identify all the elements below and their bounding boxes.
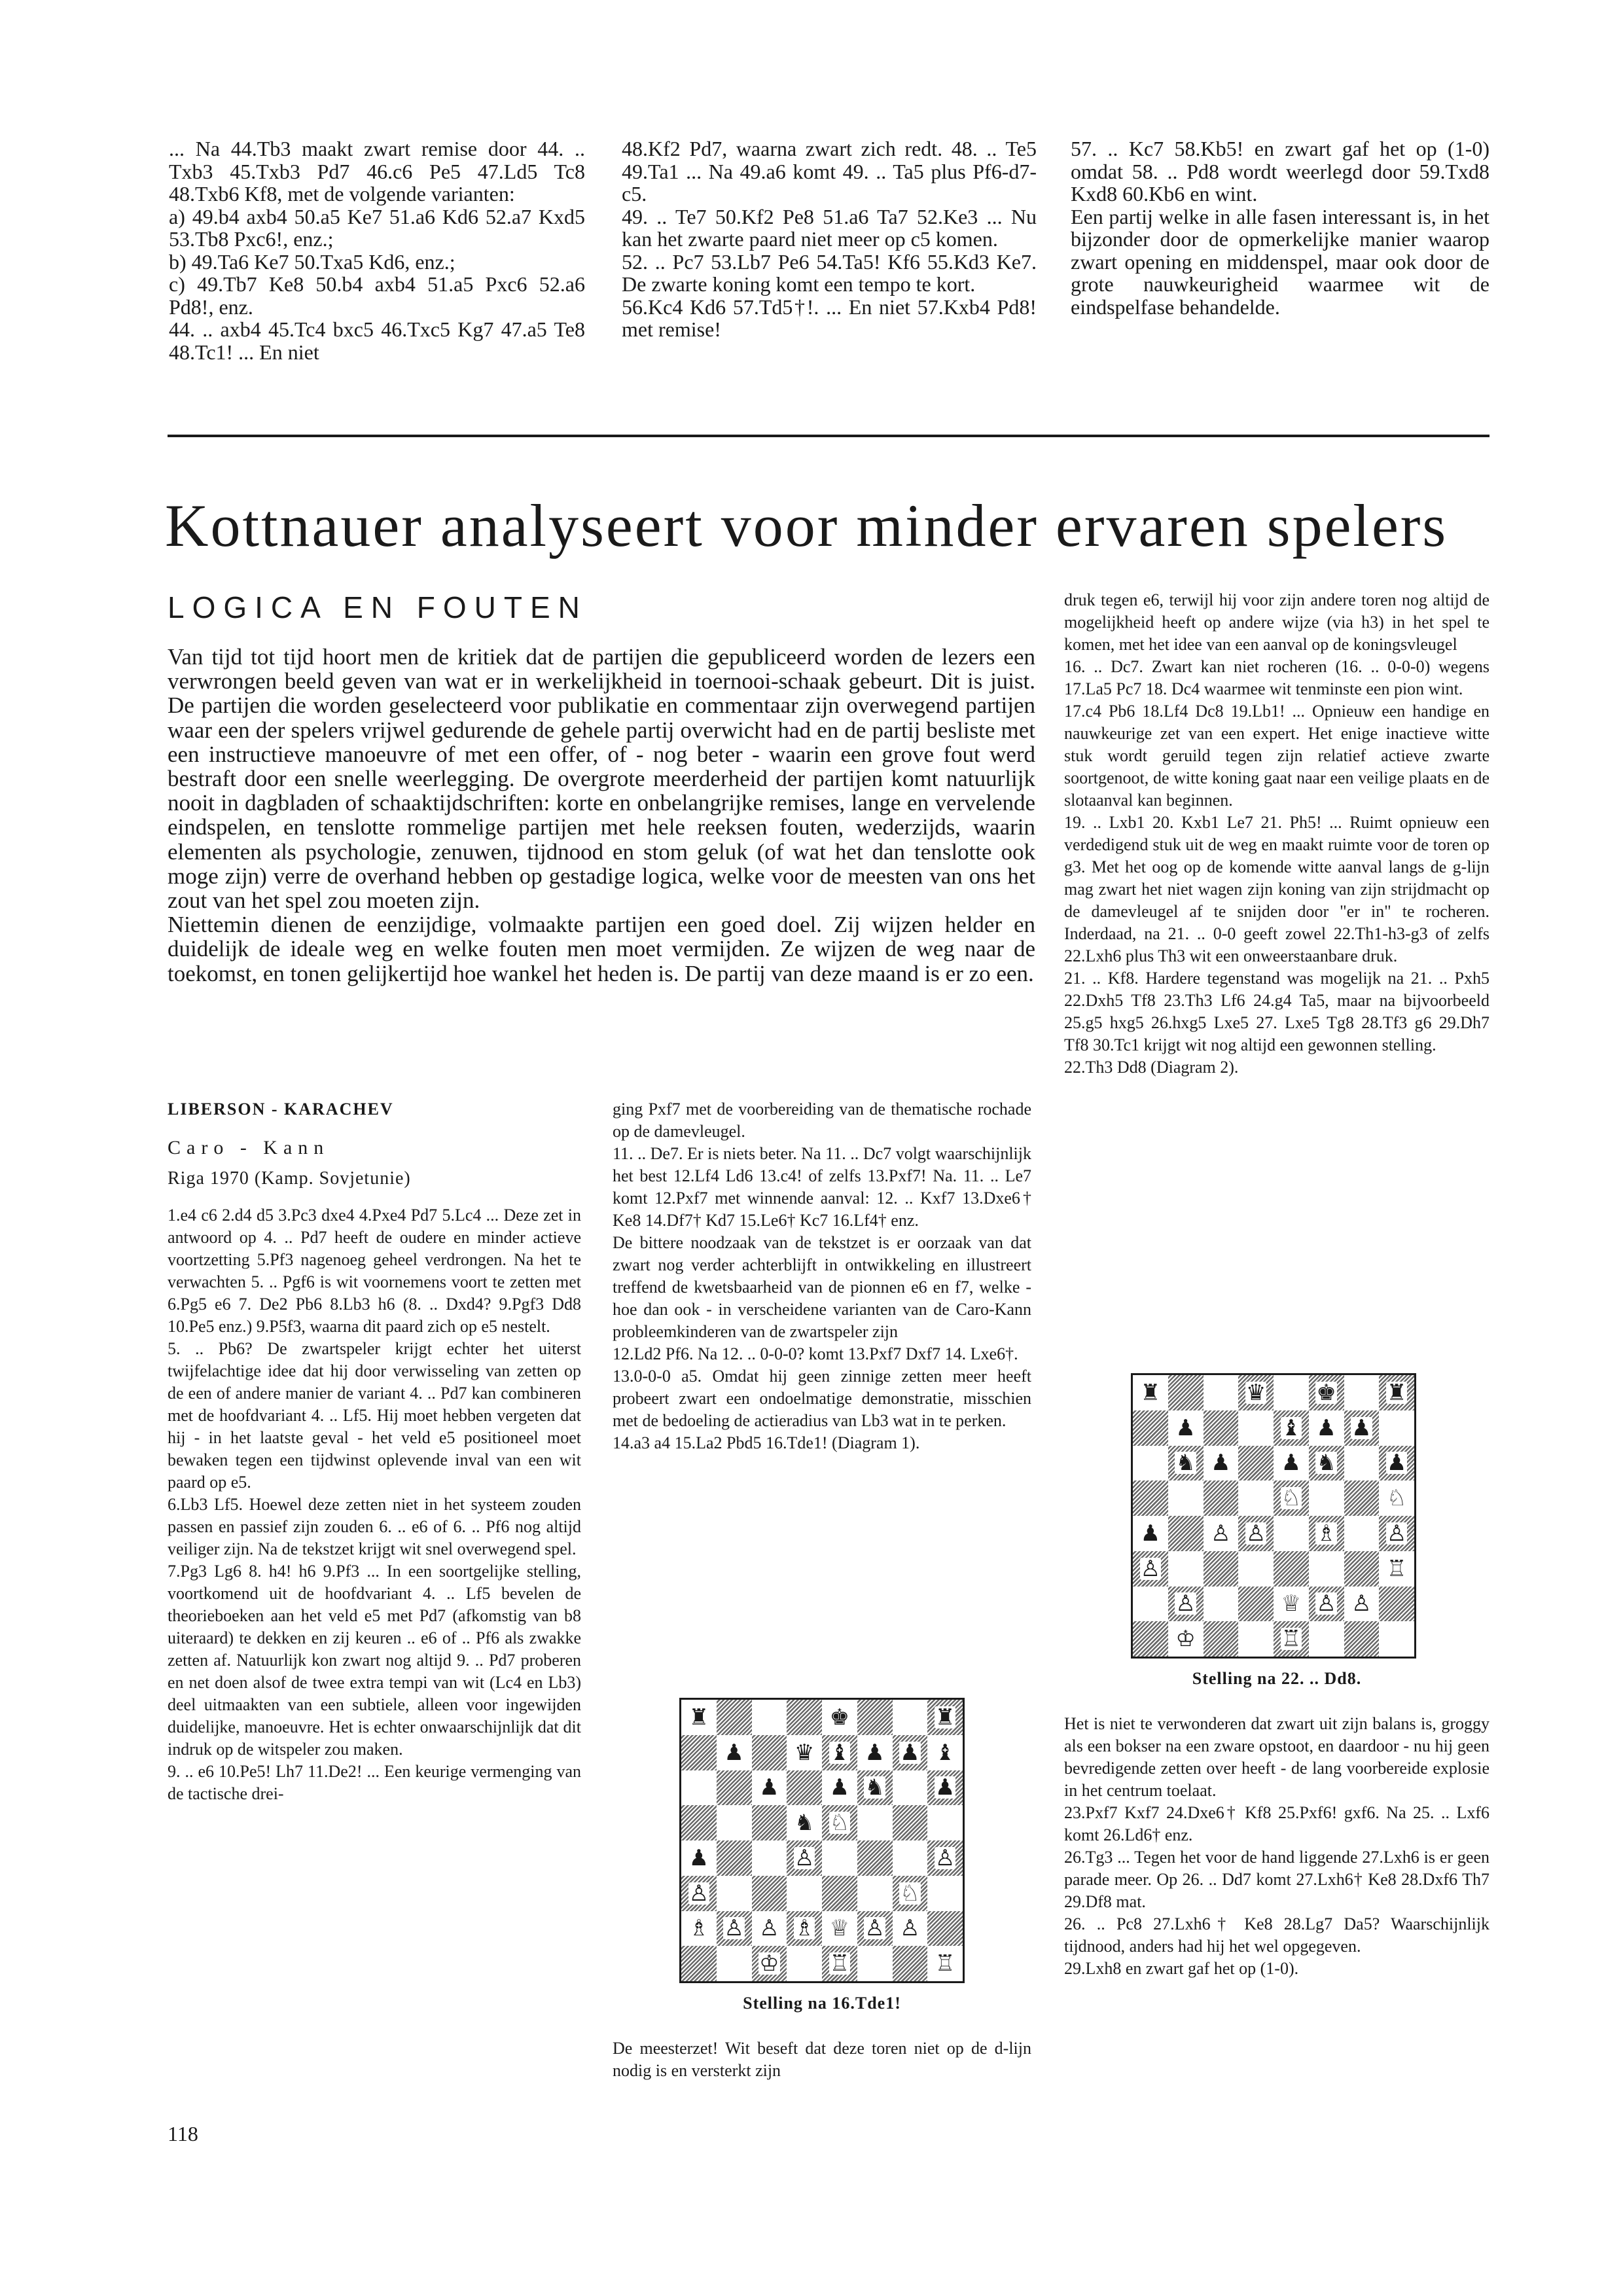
- chess-piece: ♛: [794, 1739, 815, 1766]
- top-column-2: [622, 137, 1037, 341]
- board-square: [927, 1911, 963, 1946]
- board-square: [893, 1735, 928, 1770]
- board-square: [857, 1911, 893, 1946]
- board-square: [681, 1700, 717, 1735]
- paragraph: ging Pxf7 met de voorbereiding van de thematische rochade op de damevleugel.: [613, 1100, 1031, 1141]
- board-square: [1238, 1446, 1274, 1481]
- board-square: [717, 1700, 752, 1735]
- game-opening: Caro - Kann: [168, 1137, 330, 1158]
- board-square: [787, 1911, 822, 1946]
- board-square: [681, 1805, 717, 1840]
- board-square: [1168, 1587, 1204, 1622]
- board-square: [787, 1876, 822, 1911]
- board-square: [1309, 1587, 1344, 1622]
- paragraph: b) 49.Ta6 Ke7 50.Txa5 Kd6, enz.;: [169, 249, 455, 274]
- board-square: [1168, 1551, 1204, 1587]
- chess-piece: ♙: [688, 1880, 709, 1907]
- paragraph: Niettemin dienen de eenzijdige, volmaakte partijen een goed doel. Zij wijzen helder en duidelijk de ideale weg en welke fouten men moet vermijden. Ze wijzen de weg naar de toekomst, en tonen gelijkertijd hoe wankel het heden is. De partij van deze maand is er zo een.: [168, 912, 1035, 986]
- chess-piece: ♖: [1281, 1626, 1302, 1653]
- paragraph: 23.Pxf7 Kxf7 24.Dxe6† Kf8 25.Pxf6! gxf6. Na 25. .. Lxf6 komt 26.Ld6† enz.: [1064, 1803, 1489, 1844]
- board-square: [787, 1735, 822, 1770]
- board-square: [681, 1840, 717, 1876]
- board-square: [1309, 1621, 1344, 1657]
- board-square: [1133, 1410, 1168, 1446]
- chess-piece: ♝: [829, 1739, 850, 1766]
- chess-piece: ♜: [1386, 1379, 1407, 1406]
- chess-piece: ♙: [935, 1844, 955, 1871]
- chess-piece: ♔: [759, 1950, 779, 1977]
- board-square: [1168, 1516, 1204, 1551]
- board-square: [1309, 1446, 1344, 1481]
- chess-piece: ♘: [900, 1880, 920, 1907]
- paragraph: 52. .. Pc7 53.Lb7 Pe6 54.Ta5! Kf6 55.Kd3 Ke7. De zwarte koning komt een tempo te kort.: [622, 249, 1037, 296]
- board-square: [717, 1876, 752, 1911]
- chess-piece: ♜: [935, 1704, 955, 1731]
- board-square: [1238, 1551, 1274, 1587]
- board-square: [893, 1805, 928, 1840]
- board-square: [927, 1876, 963, 1911]
- paragraph: 13.0-0-0 a5. Omdat hij geen zinnige zetten meer heeft probeert zwart een ondoelmatige demonstratie, misschien met de bedoeling de actieradius van Lb3 wat in te perken.: [613, 1367, 1031, 1430]
- game-event: Riga 1970 (Kamp. Sovjetunie): [168, 1168, 411, 1189]
- paragraph: 21. .. Kf8. Hardere tegenstand was mogelijk na 21. .. Pxh5 22.Dxh5 Tf8 23.Th3 Lf6 24.g4 Ta5, maar na bijvoorbeeld 25.g5 hxg5 26.hxg5 Lxe5 27. Lxe5 Tg8 28.Tf3 g6 29.Dh7 Tf8 30.Tc1 krijgt wit nog altijd een gewonnen stelling.: [1064, 969, 1489, 1054]
- paragraph: 7.Pg3 Lg6 8. h4! h6 9.Pf3 ... In een soortgelijke stelling, voortkomend uit de hoofdvariant 4. .. Lf5 bevelen de theorieboeken aan het veld e5 met Pd7 (afkomstig van b8 uiteraard) te dekken en zij keuren .. e6 of .. Pf6 als zwakke zetten af. Natuurlijk kon zwart nog altijd 9. .. Pd7 proberen en net doen alsof de twee extra tempi van wit (Lc4 en Lb3) deel uitmaakten van een subtiele, alleen voor ingewijden duidelijke, manoeuvre. Het is echter onwaarschijnlijk dat dit indruk op de witspeler zou maken.: [168, 1562, 581, 1759]
- board-square: [1344, 1375, 1380, 1410]
- board-square: [1238, 1375, 1274, 1410]
- chess-piece: ♙: [1351, 1590, 1372, 1617]
- board-square: [893, 1840, 928, 1876]
- chess-piece: ♖: [935, 1950, 955, 1977]
- intro-text: [168, 645, 1035, 986]
- board-square: [752, 1876, 787, 1911]
- board-square: [787, 1840, 822, 1876]
- diagram-2-caption: Stelling na 22. .. Dd8.: [1192, 1669, 1362, 1688]
- board-square: [1274, 1551, 1309, 1587]
- chess-diagram-1: [679, 1698, 965, 1983]
- page-number: 118: [168, 2122, 198, 2145]
- board-square: [1238, 1516, 1274, 1551]
- column-b-after: [613, 2037, 1031, 2082]
- paragraph: 26.Tg3 ... Tegen het voor de hand liggende 27.Lxh6 is er geen parade meer. Op 26. .. Dd7 komt 27.Lxh6† Ke8 28.Dxf6 Th7 29.Df8 mat.: [1064, 1848, 1489, 1911]
- board-square: [822, 1911, 857, 1946]
- paragraph: 6.Lb3 Lf5. Hoewel deze zetten niet in het systeem zouden passen en passief zijn zouden 6. .. e6 of 6. .. Pf6 nog altijd veiliger zijn. Na de tekstzet krijgt wit snel overwegend spel.: [168, 1495, 581, 1558]
- board-square: [822, 1735, 857, 1770]
- chess-diagram-2: [1131, 1373, 1416, 1659]
- chess-piece: ♖: [829, 1950, 850, 1977]
- board-square: [681, 1946, 717, 1981]
- chess-piece: ♜: [1140, 1379, 1161, 1406]
- paragraph: 14.a3 a4 15.La2 Pbd5 16.Tde1! (Diagram 1).: [613, 1433, 920, 1452]
- board-square: [1204, 1516, 1239, 1551]
- column-b: [613, 1098, 1031, 1454]
- board-square: [822, 1770, 857, 1806]
- board-square: [787, 1700, 822, 1735]
- paragraph: 56.Kc4 Kd6 57.Td5†!. ... En niet 57.Kxb4 Pd8! met remise!: [622, 295, 1037, 341]
- chess-piece: ♕: [1281, 1590, 1302, 1617]
- chess-piece: ♞: [1175, 1450, 1196, 1477]
- chess-piece: ♙: [759, 1915, 779, 1942]
- board-square: [1238, 1621, 1274, 1657]
- chess-piece: ♗: [688, 1915, 709, 1942]
- board-square: [1344, 1410, 1380, 1446]
- paragraph: 22.Th3 Dd8 (Diagram 2).: [1064, 1058, 1239, 1077]
- board-square: [1204, 1480, 1239, 1516]
- board-square: [1204, 1410, 1239, 1446]
- board-square: [1309, 1516, 1344, 1551]
- board-square: [1238, 1480, 1274, 1516]
- board-square: [752, 1911, 787, 1946]
- paragraph: 44. .. axb4 45.Tc4 bxc5 46.Txc5 Kg7 47.a5 Te8 48.Tc1! ... En niet: [169, 317, 585, 364]
- paragraph: De bittere noodzaak van de tekstzet is er oorzaak van dat zwart nog verder achterblijft in ontwikkeling en illustreert treffend de kwetsbaarheid van de pionnen e6 en f7, welke - hoe dan ook - in verscheidene varianten van de Caro-Kann probleemkinderen van de zwartspeler zijn: [613, 1233, 1031, 1341]
- board-square: [1238, 1587, 1274, 1622]
- board-square: [927, 1770, 963, 1806]
- chess-piece: ♞: [1316, 1450, 1336, 1477]
- chess-piece: ♟: [935, 1774, 955, 1801]
- paragraph: 5. .. Pb6? De zwartspeler krijgt echter het uiterst twijfelachtige idee dat hij door verwisseling van zetten op de een of andere manier de variant 4. .. Pd7 kan combineren met de hoofdvariant 4. .. Lf5. Hij moet hebben vergeten dat hij - in het laatste geval - het veld e5 positioneel moet bewaken tegen een tijdwinst oplevende inval van een wit paard op e5.: [168, 1339, 581, 1492]
- board-square: [787, 1946, 822, 1981]
- board-square: [1379, 1587, 1414, 1622]
- paragraph: Het is niet te verwonderen dat zwart uit zijn balans is, groggy als een bokser na een zware opstoot, en daardoor - nu hij geen bevredigende zetten over heeft - de lang voorbereide explosie in het centrum toelaat.: [1064, 1714, 1489, 1800]
- board-square: [927, 1805, 963, 1840]
- board-square: [1204, 1621, 1239, 1657]
- board-square: [1274, 1587, 1309, 1622]
- board-square: [893, 1700, 928, 1735]
- chess-piece: ♟: [865, 1739, 885, 1766]
- paragraph: ... Na 44.Tb3 maakt zwart remise door 44. .. Txb3 45.Txb3 Pd7 46.c6 Pe5 47.Ld5 Tc8 48.Txb6 Kf8, met de volgende varianten:: [169, 137, 585, 206]
- board-square: [1168, 1446, 1204, 1481]
- board-square: [752, 1700, 787, 1735]
- board-square: [681, 1735, 717, 1770]
- chess-piece: ♟: [759, 1774, 779, 1801]
- board-square: [822, 1876, 857, 1911]
- chess-piece: ♔: [1175, 1626, 1196, 1653]
- board-square: [927, 1946, 963, 1981]
- board-square: [1204, 1375, 1239, 1410]
- chess-piece: ♛: [1245, 1379, 1266, 1406]
- column-c-after: [1064, 1713, 1489, 1980]
- board-square: [893, 1876, 928, 1911]
- board-square: [1309, 1410, 1344, 1446]
- board-square: [1344, 1516, 1380, 1551]
- board-square: [1379, 1516, 1414, 1551]
- board-square: [1168, 1480, 1204, 1516]
- paragraph: Van tijd tot tijd hoort men de kritiek dat de partijen die gepubliceerd worden de lezers een verwrongen beeld geven van wat er in werkelijkheid in toernooi-schaak gebeurt. Dit is juist. De partijen die worden geselecteerd voor publikatie en commentaar zijn overwegend partijen waar een der spelers vrijwel gedurende de gehele partij overwicht had en de partij besliste met een instructieve manoeuvre of met een offer, of - nog beter - waarin een grove fout werd bestraft door een snelle weerlegging. De overgrote meerderheid der partijen komt natuurlijk nooit in dagbladen of schaaktijdschriften: korte en onbelangrijke remises, lange en vervelende eindspelen, en tenslotte rommelige partijen met hele reeksen fouten, wederzijds, waarin elementen als psychologie, zenuwen, tijdnood en stom geluk (of wat het dan tenslotte ook moge zijn) verre de overhand hebben op gestadige logica, welke voor de meesten van ons het zout van het spel zou moeten zijn.: [168, 644, 1035, 914]
- board-square: [1274, 1516, 1309, 1551]
- chess-piece: ♚: [1316, 1379, 1336, 1406]
- chess-piece: ♟: [1140, 1520, 1161, 1547]
- chess-piece: ♖: [1386, 1555, 1407, 1582]
- board-square: [681, 1770, 717, 1806]
- board-square: [1274, 1621, 1309, 1657]
- paragraph: 48.Kf2 Pd7, waarna zwart zich redt. 48. .. Te5 49.Ta1 ... Na 49.a6 komt 49. .. Ta5 plus Pf6-d7-c5.: [622, 137, 1037, 206]
- board-square: [1379, 1551, 1414, 1587]
- chess-piece: ♙: [900, 1915, 920, 1942]
- board-square: [1133, 1480, 1168, 1516]
- board-square: [1379, 1410, 1414, 1446]
- chess-piece: ♟: [829, 1774, 850, 1801]
- paragraph: 11. .. De7. Er is niets beter. Na 11. .. Dc7 volgt waarschijnlijk het best 12.Lf4 Ld6 13.c4! of zelfs 13.Pxf7! Na. 11. .. Le7 komt 12.Pxf7 met winnende aanval: 12. .. Kxf7 13.Dxe6† Ke8 14.Df7† Kd7 15.Le6† Kc7 16.Lf4† enz.: [613, 1144, 1031, 1230]
- board-square: [1238, 1410, 1274, 1446]
- board-square: [822, 1840, 857, 1876]
- board-square: [752, 1735, 787, 1770]
- chess-piece: ♟: [724, 1739, 744, 1766]
- chess-piece: ♜: [688, 1704, 709, 1731]
- board-square: [717, 1840, 752, 1876]
- paragraph: 9. .. e6 10.Pe5! Lh7 11.De2! ... Een keurige vermenging van de tactische drei-: [168, 1762, 581, 1803]
- board-square: [927, 1840, 963, 1876]
- board-square: [717, 1735, 752, 1770]
- board-square: [1344, 1480, 1380, 1516]
- chess-piece: ♟: [1351, 1414, 1372, 1441]
- board-square: [717, 1805, 752, 1840]
- board-square: [857, 1876, 893, 1911]
- chess-piece: ♘: [1386, 1485, 1407, 1512]
- paragraph: 26. .. Pc8 27.Lxh6† Ke8 28.Lg7 Da5? Waarschijnlijk tijdnood, anders had hij het wel opgegeven.: [1064, 1914, 1489, 1956]
- chess-piece: ♞: [865, 1774, 885, 1801]
- board-square: [752, 1840, 787, 1876]
- chess-piece: ♙: [1140, 1555, 1161, 1582]
- paragraph: 1.e4 c6 2.d4 d5 3.Pc3 dxe4 4.Pxe4 Pd7 5.Lc4 ... Deze zet in antwoord op 4. .. Pd7 heeft de oudere en minder actieve voortzetting 5.Pf3 nagenoeg geheel verdrongen. Na het te verwachten 5. .. Pgf6 is wit voornemens voort te zetten met 6.Pg5 e6 7. De2 Pb6 8.Lb3 h6 (8. .. Dxd4? 9.Pgf3 Dd8 10.Pe5 enz.) 9.P5f3, waarna dit paard zich op e5 nestelt.: [168, 1206, 581, 1336]
- paragraph: 16. .. Dc7. Zwart kan niet rocheren (16. .. 0-0-0) wegens 17.La5 Pc7 18. Dc4 waarmee wit tenminste een pion wint.: [1064, 657, 1489, 698]
- board-square: [927, 1700, 963, 1735]
- board-square: [1274, 1446, 1309, 1481]
- board-square: [1344, 1587, 1380, 1622]
- chess-piece: ♙: [724, 1915, 744, 1942]
- board-square: [822, 1805, 857, 1840]
- chess-piece: ♟: [1175, 1414, 1196, 1441]
- board-square: [1344, 1551, 1380, 1587]
- board-square: [1133, 1587, 1168, 1622]
- chess-piece: ♘: [829, 1810, 850, 1837]
- paragraph: 29.Lxh8 en zwart gaf het op (1-0).: [1064, 1959, 1299, 1978]
- board-square: [1274, 1375, 1309, 1410]
- chess-piece: ♗: [794, 1915, 815, 1942]
- board-square: [717, 1770, 752, 1806]
- article-subtitle: LOGICA EN FOUTEN: [168, 590, 588, 624]
- board-square: [717, 1946, 752, 1981]
- chess-piece: ♗: [1316, 1520, 1336, 1547]
- board-square: [1379, 1621, 1414, 1657]
- board-square: [752, 1946, 787, 1981]
- chess-piece: ♟: [900, 1739, 920, 1766]
- board-square: [857, 1770, 893, 1806]
- board-square: [1133, 1621, 1168, 1657]
- chess-piece: ♙: [1386, 1520, 1407, 1547]
- board-square: [1133, 1551, 1168, 1587]
- board-square: [787, 1805, 822, 1840]
- paragraph: 57. .. Kc7 58.Kb5! en zwart gaf het op (1-0) omdat 58. .. Pd8 wordt weerlegd door 59.Txd8 Kxd8 60.Kb6 en wint.: [1071, 137, 1489, 206]
- board-square: [1274, 1410, 1309, 1446]
- chess-piece: ♙: [794, 1844, 815, 1871]
- board-square: [1379, 1446, 1414, 1481]
- board-square: [1379, 1375, 1414, 1410]
- chess-piece: ♟: [1386, 1450, 1407, 1477]
- chess-piece: ♞: [794, 1810, 815, 1837]
- board-square: [752, 1770, 787, 1806]
- board-square: [752, 1805, 787, 1840]
- paragraph: a) 49.b4 axb4 50.a5 Ke7 51.a6 Kd6 52.a7 Kxd5 53.Tb8 Pxc6!, enz.;: [169, 204, 585, 251]
- paragraph: Een partij welke in alle fasen interessant is, in het bijzonder door de opmerkelijke manier waarop zwart opening en middenspel, maar ook door de grote nauwkeurigheid waarmee wit de eindspelfase behandelde.: [1071, 204, 1489, 319]
- paragraph: 12.Ld2 Pf6. Na 12. .. 0-0-0? komt 13.Pxf7 Dxf7 14. Lxe6†.: [613, 1344, 1018, 1363]
- board-square: [1309, 1375, 1344, 1410]
- paragraph: 17.c4 Pb6 18.Lf4 Dc8 19.Lb1! ... Opnieuw een handige en nauwkeurige zet van een expert. Het enige inactieve witte stuk wordt geruild tegen zijn relatief actieve zwarte soortgenoot, de witte koning gaat naar een veilige plaats en de slotaanval kan beginnen.: [1064, 702, 1489, 810]
- chess-piece: ♟: [1211, 1450, 1231, 1477]
- chess-piece: ♙: [1175, 1590, 1196, 1617]
- board-square: [1204, 1587, 1239, 1622]
- chess-piece: ♟: [1316, 1414, 1336, 1441]
- chess-piece: ♘: [1281, 1485, 1302, 1512]
- board-square: [857, 1805, 893, 1840]
- board-square: [927, 1735, 963, 1770]
- paragraph: 19. .. Lxb1 20. Kxb1 Le7 21. Ph5! ... Ruimt opnieuw een verdedigend stuk uit de weg en maakt ruimte voor de toren op g3. Met het oog op de komende witte aanval langs de g-lijn mag zwart het niet wagen zijn koning van zijn strijdmacht op de damevleugel af te snijden door "er in" te rocheren. Inderdaad, na 21. .. 0-0 geeft zowel 22.Th1-h3-g3 of zelfs 22.Lxh6 plus Th3 wit een onweerstaanbare druk.: [1064, 813, 1489, 965]
- chess-piece: ♝: [1281, 1414, 1302, 1441]
- board-square: [1168, 1621, 1204, 1657]
- diagram-1-caption: Stelling na 16.Tde1!: [743, 1994, 901, 2013]
- chess-piece: ♙: [865, 1915, 885, 1942]
- paragraph: 49. .. Te7 50.Kf2 Pe8 51.a6 Ta7 52.Ke3 ... Nu kan het zwarte paard niet meer op c5 komen.: [622, 204, 1037, 251]
- board-square: [1133, 1446, 1168, 1481]
- board-square: [1274, 1480, 1309, 1516]
- game-players: LIBERSON - KARACHEV: [168, 1100, 394, 1119]
- column-c: [1064, 589, 1489, 1079]
- game-header: [168, 1098, 586, 1191]
- board-square: [893, 1946, 928, 1981]
- board-square: [1133, 1516, 1168, 1551]
- board-square: [822, 1946, 857, 1981]
- board-square: [1379, 1480, 1414, 1516]
- board-square: [1344, 1621, 1380, 1657]
- top-column-1: [169, 137, 585, 363]
- board-square: [857, 1735, 893, 1770]
- board-square: [1204, 1551, 1239, 1587]
- board-square: [893, 1911, 928, 1946]
- board-square: [893, 1770, 928, 1806]
- board-square: [857, 1840, 893, 1876]
- chess-piece: ♟: [1281, 1450, 1302, 1477]
- column-a: [168, 1204, 581, 1805]
- board-square: [1344, 1446, 1380, 1481]
- board-square: [1204, 1446, 1239, 1481]
- chess-piece: ♕: [829, 1915, 850, 1942]
- board-square: [787, 1770, 822, 1806]
- board-square: [1168, 1410, 1204, 1446]
- paragraph: De meesterzet! Wit beseft dat deze toren niet op de d-lijn nodig is en versterkt zijn: [613, 2039, 1031, 2080]
- paragraph: druk tegen e6, terwijl hij voor zijn andere toren nog altijd de mogelijkheid heeft op andere wijze (via h3) in het spel te komen, met het idee van een aanval op de koningsvleugel: [1064, 590, 1489, 654]
- chess-piece: ♚: [829, 1704, 850, 1731]
- chess-piece: ♙: [1245, 1520, 1266, 1547]
- board-square: [717, 1911, 752, 1946]
- top-column-3: [1071, 137, 1489, 318]
- article-title: Kottnauer analyseert voor minder ervaren spelers: [165, 492, 1448, 559]
- chess-piece: ♝: [935, 1739, 955, 1766]
- chess-piece: ♙: [1211, 1520, 1231, 1547]
- board-square: [857, 1946, 893, 1981]
- paragraph: c) 49.Tb7 Ke8 50.b4 axb4 51.a5 Pxc6 52.a6 Pd8!, enz.: [169, 272, 585, 319]
- board-square: [1168, 1375, 1204, 1410]
- section-divider: [168, 435, 1489, 437]
- board-square: [681, 1911, 717, 1946]
- board-square: [1133, 1375, 1168, 1410]
- chess-piece: ♙: [1316, 1590, 1336, 1617]
- board-square: [1309, 1551, 1344, 1587]
- board-square: [857, 1700, 893, 1735]
- board-square: [1309, 1480, 1344, 1516]
- chess-piece: ♟: [688, 1844, 709, 1871]
- board-square: [681, 1876, 717, 1911]
- board-square: [822, 1700, 857, 1735]
